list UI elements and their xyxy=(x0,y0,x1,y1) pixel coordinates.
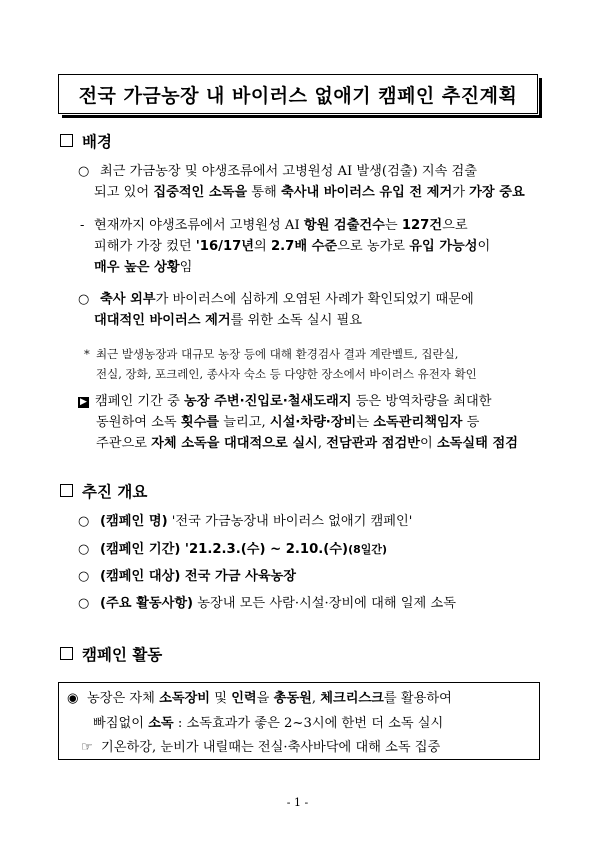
background-p3-line2: 대대적인 바이러스 제거를 위한 소독 실시 필요 xyxy=(94,313,362,328)
asterisk-marker: * xyxy=(84,347,90,361)
section-activity-heading: 캠페인 활동 xyxy=(60,643,162,665)
background-note-line2: 전실, 장화, 포크레인, 종사자 숙소 등 다양한 장소에서 바이러스 유전자 확인 xyxy=(96,367,477,381)
activity-line1: ◉ 농장은 자체 소독장비 및 인력을 총동원, 체크리스크를 활용하여 xyxy=(67,691,452,706)
right-arrow-box-icon: ▶ xyxy=(78,397,89,408)
square-bullet-icon xyxy=(60,484,73,497)
title-box xyxy=(58,74,538,114)
activity-line2: 빠짐없이 소독 : 소독효과가 좋은 2~3시에 한번 더 소독 실시 xyxy=(93,716,444,731)
overview-item-name: ○ (캠페인 명) '전국 가금농장내 바이러스 없애기 캠페인' xyxy=(78,512,412,532)
fisheye-bullet-icon: ◉ xyxy=(67,691,79,706)
section-background-heading: 배경 xyxy=(60,130,112,152)
section-overview-heading: 추진 개요 xyxy=(60,480,147,502)
background-p2-line2: 피해가 가장 컸던 '16/17년의 2.7배 수준으로 농가로 유입 가능성이 xyxy=(94,239,491,254)
background-p2-line3: 매우 높은 상황임 xyxy=(94,260,193,275)
overview-item-period: ○ (캠페인 기간) '21.2.3.(수) ~ 2.10.(수)(8일간) xyxy=(78,540,387,560)
document-title: 전국 가금농장 내 바이러스 없애기 캠페인 추진계획 xyxy=(78,84,518,107)
pointing-hand-icon: ☞ xyxy=(81,740,93,755)
dash-bullet: - xyxy=(80,218,85,233)
circle-bullet-icon: ○ xyxy=(78,164,90,179)
background-p1-line2: 되고 있어 집중적인 소독을 통해 축사내 바이러스 유입 전 제거가 가장 중요 xyxy=(94,185,525,200)
circle-bullet-icon: ○ xyxy=(78,542,90,557)
circle-bullet-icon: ○ xyxy=(78,514,90,529)
overview-item-target: ○ (캠페인 대상) 전국 가금 사육농장 xyxy=(78,567,296,587)
activity-line3: ☞ 기온하강, 눈비가 내릴때는 전실·축사바닥에 대해 소독 집중 xyxy=(81,740,441,755)
background-p2-line1: - 현재까지 야생조류에서 고병원성 AI 항원 검출건수는 127건으로 xyxy=(80,216,468,236)
background-p4-line1: ▶ 캠페인 기간 중 농장 주변·진입로·철새도래지 등은 방역차량을 최대한 xyxy=(78,392,491,412)
background-p3-line1: ○ 축사 외부가 바이러스에 심하게 오염된 사례가 확인되었기 때문에 xyxy=(78,290,474,310)
overview-item-activities: ○ (주요 활동사항) 농장내 모든 사람·시설·장비에 대해 일제 소독 xyxy=(78,594,456,614)
square-bullet-icon xyxy=(60,134,73,147)
background-p4-line3: 주관으로 자체 소독을 대대적으로 실시, 전담관과 점검반이 소독실태 점검 xyxy=(96,436,518,451)
background-p1-line1: ○ 최근 가금농장 및 야생조류에서 고병원성 AI 발생(검출) 지속 검출 xyxy=(78,162,477,182)
circle-bullet-icon: ○ xyxy=(78,596,90,611)
background-p4-line2: 동원하여 소독 횟수를 늘리고, 시설·차량·장비는 소독관리책임자 등 xyxy=(96,415,480,430)
circle-bullet-icon: ○ xyxy=(78,569,90,584)
activity-box xyxy=(58,682,540,760)
background-note-line1: * 최근 발생농장과 대규모 농장 등에 대해 환경검사 결과 계란벨트, 집란실, xyxy=(84,344,458,364)
circle-bullet-icon: ○ xyxy=(78,292,90,307)
page-number: - 1 - xyxy=(286,796,309,809)
square-bullet-icon xyxy=(60,647,73,660)
